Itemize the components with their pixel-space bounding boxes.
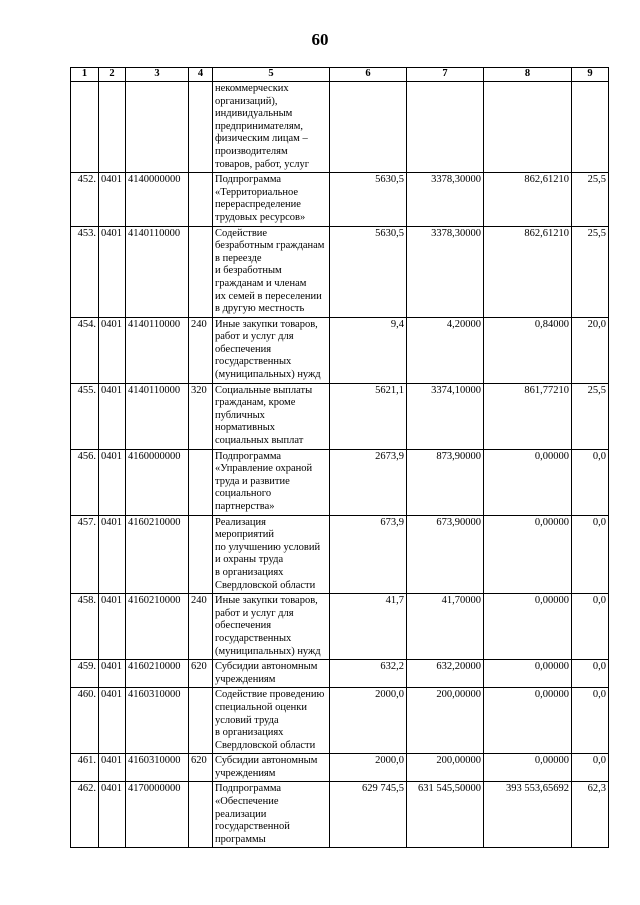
col-header-7: 7 — [407, 68, 484, 82]
target-code: 4160210000 — [126, 515, 189, 594]
value-col-8: 0,84000 — [484, 317, 572, 383]
value-col-7: 673,90000 — [407, 515, 484, 594]
row-number: 452. — [71, 173, 99, 226]
percent-col-9: 0,0 — [572, 449, 609, 515]
value-col-7: 632,20000 — [407, 660, 484, 688]
value-col-8: 0,00000 — [484, 660, 572, 688]
table-row — [71, 317, 609, 383]
value-col-6: 2673,9 — [330, 449, 407, 515]
col-header-2: 2 — [99, 68, 126, 82]
section-code: 0401 — [99, 317, 126, 383]
section-code: 0401 — [99, 383, 126, 449]
value-col-8: 861,77210 — [484, 383, 572, 449]
value-col-8: 0,00000 — [484, 515, 572, 594]
section-code: 0401 — [99, 449, 126, 515]
value-col-6: 9,4 — [330, 317, 407, 383]
value-col-6: 629 745,5 — [330, 782, 407, 848]
expense-type — [189, 782, 213, 848]
expense-type — [189, 449, 213, 515]
item-name: Субсидии автономным учреждениям — [213, 660, 330, 688]
percent-col-9 — [572, 82, 609, 173]
item-name: Реализация мероприятий по улучшению условий и охраны труда в организациях Свердловской области — [213, 515, 330, 594]
table-row — [71, 82, 609, 173]
section-code: 0401 — [99, 226, 126, 317]
expense-type — [189, 688, 213, 754]
value-col-7: 873,90000 — [407, 449, 484, 515]
section-code: 0401 — [99, 782, 126, 848]
item-name: некоммерческих организаций), индивидуальным предпринимателям, физическим лицам – производителям товаров, работ, услуг — [213, 82, 330, 173]
col-header-5: 5 — [213, 68, 330, 82]
target-code: 4140110000 — [126, 383, 189, 449]
table-row — [71, 449, 609, 515]
value-col-7: 3378,30000 — [407, 226, 484, 317]
expense-type: 620 — [189, 660, 213, 688]
percent-col-9: 0,0 — [572, 594, 609, 660]
target-code: 4170000000 — [126, 782, 189, 848]
percent-col-9: 0,0 — [572, 688, 609, 754]
col-header-1: 1 — [71, 68, 99, 82]
item-name: Иные закупки товаров, работ и услуг для обеспечения государственных (муниципальных) нужд — [213, 317, 330, 383]
page-number: 60 — [311, 30, 329, 49]
value-col-7: 41,70000 — [407, 594, 484, 660]
table-row — [71, 515, 609, 594]
target-code: 4160210000 — [126, 594, 189, 660]
row-number: 455. — [71, 383, 99, 449]
expense-type: 320 — [189, 383, 213, 449]
section-code: 0401 — [99, 660, 126, 688]
target-code: 4160310000 — [126, 754, 189, 782]
value-col-6: 673,9 — [330, 515, 407, 594]
row-number: 456. — [71, 449, 99, 515]
row-number: 460. — [71, 688, 99, 754]
col-header-9: 9 — [572, 68, 609, 82]
table-row — [71, 782, 609, 848]
target-code: 4160000000 — [126, 449, 189, 515]
percent-col-9: 25,5 — [572, 383, 609, 449]
col-header-3: 3 — [126, 68, 189, 82]
section-code: 0401 — [99, 754, 126, 782]
expense-type: 240 — [189, 594, 213, 660]
row-number — [71, 82, 99, 173]
item-name: Подпрограмма «Управление охраной труда и развитие социального партнерства» — [213, 449, 330, 515]
expense-type: 240 — [189, 317, 213, 383]
value-col-6: 2000,0 — [330, 754, 407, 782]
section-code: 0401 — [99, 515, 126, 594]
section-code: 0401 — [99, 173, 126, 226]
value-col-7: 3374,10000 — [407, 383, 484, 449]
value-col-8 — [484, 82, 572, 173]
table-row — [71, 226, 609, 317]
value-col-8: 862,61210 — [484, 173, 572, 226]
row-number: 454. — [71, 317, 99, 383]
item-name: Подпрограмма «Обеспечение реализации государственной программы — [213, 782, 330, 848]
row-number: 462. — [71, 782, 99, 848]
value-col-7: 200,00000 — [407, 688, 484, 754]
value-col-8: 0,00000 — [484, 449, 572, 515]
section-code: 0401 — [99, 594, 126, 660]
col-header-4: 4 — [189, 68, 213, 82]
value-col-7: 3378,30000 — [407, 173, 484, 226]
value-col-7: 200,00000 — [407, 754, 484, 782]
percent-col-9: 20,0 — [572, 317, 609, 383]
percent-col-9: 0,0 — [572, 660, 609, 688]
target-code: 4140110000 — [126, 317, 189, 383]
row-number: 458. — [71, 594, 99, 660]
table-row — [71, 594, 609, 660]
table-row — [71, 688, 609, 754]
expense-type — [189, 515, 213, 594]
value-col-8: 393 553,65692 — [484, 782, 572, 848]
value-col-7: 4,20000 — [407, 317, 484, 383]
table-row — [71, 754, 609, 782]
row-number: 461. — [71, 754, 99, 782]
percent-col-9: 25,5 — [572, 173, 609, 226]
item-name: Социальные выплаты гражданам, кроме публичных нормативных социальных выплат — [213, 383, 330, 449]
value-col-7: 631 545,50000 — [407, 782, 484, 848]
percent-col-9: 0,0 — [572, 754, 609, 782]
value-col-8: 0,00000 — [484, 688, 572, 754]
item-name: Субсидии автономным учреждениям — [213, 754, 330, 782]
row-number: 453. — [71, 226, 99, 317]
section-code — [99, 82, 126, 173]
table-row — [71, 173, 609, 226]
target-code: 4160210000 — [126, 660, 189, 688]
item-name: Содействие безработным гражданам в переезде и безработным гражданам и членам их семей в переселении в другую местность — [213, 226, 330, 317]
target-code: 4140110000 — [126, 226, 189, 317]
value-col-8: 0,00000 — [484, 594, 572, 660]
col-header-6: 6 — [330, 68, 407, 82]
value-col-6: 5630,5 — [330, 173, 407, 226]
item-name: Иные закупки товаров, работ и услуг для обеспечения государственных (муниципальных) нужд — [213, 594, 330, 660]
value-col-8: 862,61210 — [484, 226, 572, 317]
section-code: 0401 — [99, 688, 126, 754]
value-col-6: 5621,1 — [330, 383, 407, 449]
value-col-6: 2000,0 — [330, 688, 407, 754]
row-number: 457. — [71, 515, 99, 594]
col-header-8: 8 — [484, 68, 572, 82]
value-col-6: 632,2 — [330, 660, 407, 688]
item-name: Подпрограмма «Территориальное перераспределение трудовых ресурсов» — [213, 173, 330, 226]
expense-type — [189, 173, 213, 226]
value-col-6: 41,7 — [330, 594, 407, 660]
expense-type — [189, 226, 213, 317]
value-col-7 — [407, 82, 484, 173]
target-code: 4160310000 — [126, 688, 189, 754]
budget-table — [70, 67, 609, 848]
table-row — [71, 383, 609, 449]
percent-col-9: 0,0 — [572, 515, 609, 594]
item-name: Содействие проведению специальной оценки условий труда в организациях Свердловской области — [213, 688, 330, 754]
percent-col-9: 25,5 — [572, 226, 609, 317]
target-code — [126, 82, 189, 173]
value-col-6: 5630,5 — [330, 226, 407, 317]
target-code: 4140000000 — [126, 173, 189, 226]
table-row — [71, 660, 609, 688]
value-col-8: 0,00000 — [484, 754, 572, 782]
expense-type: 620 — [189, 754, 213, 782]
percent-col-9: 62,3 — [572, 782, 609, 848]
header-row — [71, 68, 609, 82]
value-col-6 — [330, 82, 407, 173]
expense-type — [189, 82, 213, 173]
row-number: 459. — [71, 660, 99, 688]
